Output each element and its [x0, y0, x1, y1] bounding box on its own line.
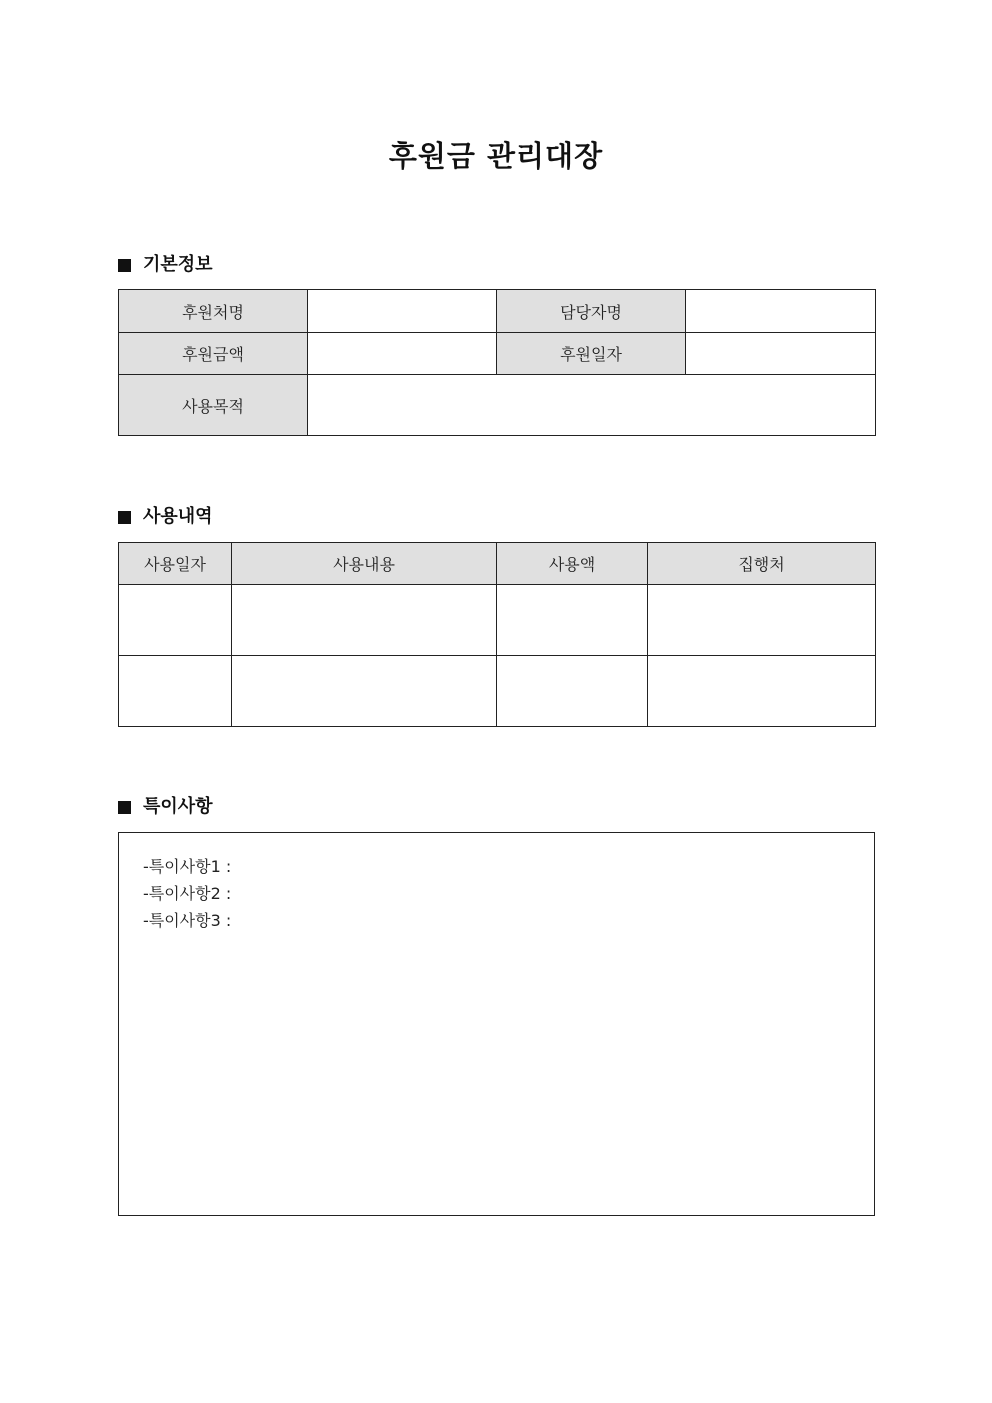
- notes-box[interactable]: [118, 832, 875, 1216]
- sponsor-name-field[interactable]: [308, 290, 497, 333]
- table-header-row: [119, 543, 876, 585]
- usage-heading-text: 사용내역: [143, 506, 213, 527]
- table-row: [119, 290, 876, 333]
- sponsor-date-field[interactable]: [686, 333, 876, 375]
- usage-date-cell[interactable]: [119, 585, 232, 656]
- purpose-field[interactable]: [308, 375, 876, 436]
- square-bullet-icon: [118, 259, 131, 272]
- table-row: [119, 656, 876, 727]
- manager-name-label: 담당자명: [497, 290, 686, 333]
- table-row: [119, 585, 876, 656]
- usage-amount-cell[interactable]: [497, 585, 648, 656]
- amount-label: 후원금액: [119, 333, 308, 375]
- notes-heading: [118, 793, 213, 821]
- note-item: -특이사항2 :: [143, 884, 232, 903]
- sponsor-name-label: 후원처명: [119, 290, 308, 333]
- amount-field[interactable]: [308, 333, 497, 375]
- page-title: 후원금 관리대장: [388, 139, 604, 173]
- basic-info-heading: [118, 251, 213, 279]
- basic-info-heading-text: 기본정보: [143, 254, 213, 275]
- column-header-executor: 집행처: [648, 543, 876, 585]
- table-row: [119, 333, 876, 375]
- usage-executor-cell[interactable]: [648, 656, 876, 727]
- usage-executor-cell[interactable]: [648, 585, 876, 656]
- basic-info-table: [118, 289, 876, 436]
- square-bullet-icon: [118, 511, 131, 524]
- square-bullet-icon: [118, 801, 131, 814]
- notes-heading-text: 특이사항: [143, 796, 213, 817]
- column-header-date: 사용일자: [119, 543, 232, 585]
- usage-content-cell[interactable]: [232, 656, 497, 727]
- sponsor-date-label: 후원일자: [497, 333, 686, 375]
- usage-date-cell[interactable]: [119, 656, 232, 727]
- manager-name-field[interactable]: [686, 290, 876, 333]
- usage-heading: [118, 503, 213, 531]
- note-item: -특이사항3 :: [143, 911, 232, 930]
- usage-table: [118, 542, 876, 727]
- column-header-amount: 사용액: [497, 543, 648, 585]
- usage-amount-cell[interactable]: [497, 656, 648, 727]
- column-header-content: 사용내용: [232, 543, 497, 585]
- table-row: [119, 375, 876, 436]
- purpose-label: 사용목적: [119, 375, 308, 436]
- usage-content-cell[interactable]: [232, 585, 497, 656]
- notes-list: [119, 833, 874, 934]
- note-item: -특이사항1 :: [143, 857, 232, 876]
